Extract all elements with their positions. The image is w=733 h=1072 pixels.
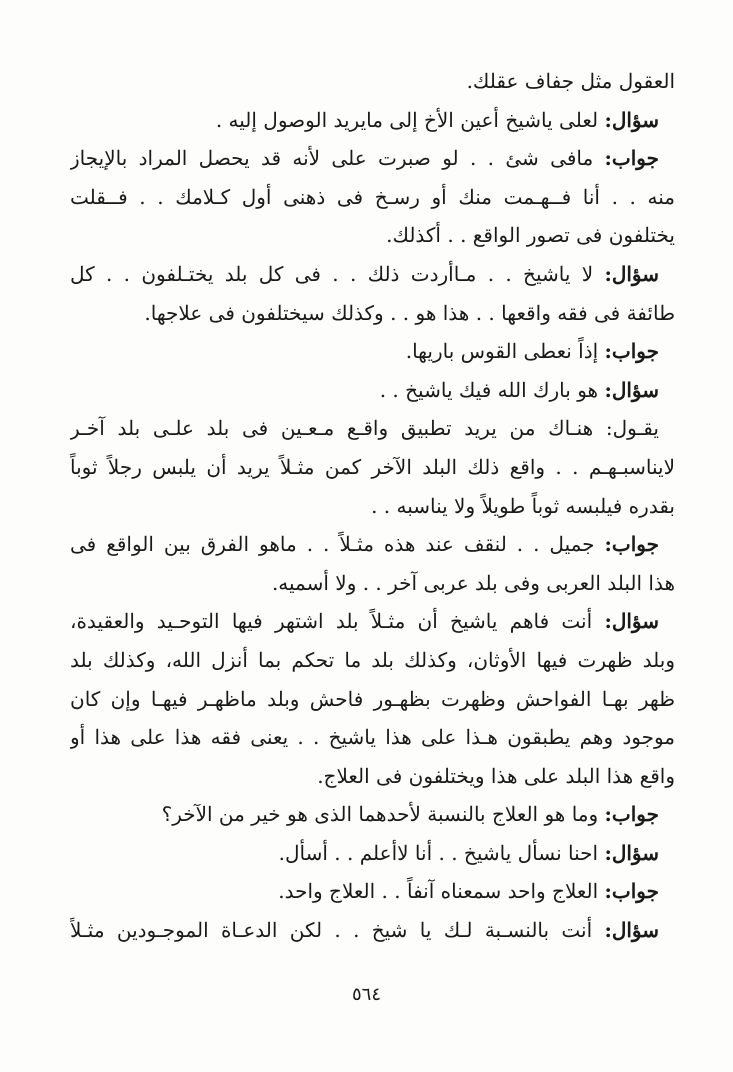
text-line: واقع هذا البلد على هذا ويختلفون فى العلاج. xyxy=(317,763,675,788)
text-line: يقـول: هنـاك من يريد تطبيق واقـع مـعـين فى بلد علـى بلد آخـر xyxy=(70,416,659,441)
text-line: سؤال: هو بارك الله فيك ياشيخ . . xyxy=(379,377,659,402)
text-line: سؤال: أنت فاهم ياشيخ أن مثـلاً بلد اشتهر فيها التوحـيد والعقيدة، xyxy=(70,609,659,634)
text-line: جواب: العلاج واحد سمعناه آنفاً . . العلاج واحد. xyxy=(278,879,659,904)
text-line: هذا البلد العربى وفى بلد عربى آخر . . ولا أسميه. xyxy=(271,570,675,595)
page-text xyxy=(70,62,675,950)
text-line: سؤال: لا ياشيخ . . مـاأردت ذلك . . فى كل بلد يختـلفون . . كل xyxy=(70,261,659,286)
text-line: يختلفون فى تصور الواقع . . أكذلك. xyxy=(386,223,675,248)
page-number: ٥٦٤ xyxy=(351,984,381,1005)
text-line: جواب: إذاً نعطى القوس باريها. xyxy=(405,339,659,364)
text-line: جواب: جميل . . لنقف عند هذه مثـلاً . . ماهو الفرق بين الواقع فى xyxy=(70,532,659,557)
text-line: سؤال: احنا نسأل ياشيخ . . أنا لاأعلم . . أسأل. xyxy=(278,840,659,865)
text-line: سؤال: لعلى ياشيخ أعين الأخ إلى مايريد الوصول إليه . xyxy=(215,107,659,132)
text-line: منه . . أنا فــهـمت منك أو رسـخ فى ذهنى أول كـلامك . . فــقلت xyxy=(70,184,675,209)
text-line: ظهر بهـا الفواحش وظهرت بظهـور فاحش وبلد ماظهـر فيهـا وإن كان xyxy=(70,686,675,711)
text-line: جواب: مافى شئ . . لو صبرت على لأنه قد يحصل المراد بالإيجاز xyxy=(70,146,659,171)
text-line: بقدره فيلبسه ثوباً طويلاً ولا يناسبه . . xyxy=(371,493,675,518)
text-line: موجود وهم يطبقون هـذا على هذا ياشيخ . . يعنى فقه هذا على هذا أو xyxy=(70,725,675,750)
text-line: وبلد ظهرت فيها الأوثان، وكذلك بلد ما تحكم بما أنزل الله، وكذلك بلد xyxy=(70,647,675,672)
text-line: طائفة فى فقه واقعها . . هذا هو . . وكذلك سيختلفون فى علاجها. xyxy=(144,300,675,325)
text-line: لايناسبـهـم . . واقع ذلك البلد الآخر كمن مثـلاً يريد أن يلبس رجلاً ثوباً xyxy=(70,454,675,479)
text-line: العقول مثل جفاف عقلك. xyxy=(466,69,675,93)
text-line: جواب: وما هو العلاج بالنسبة لأحدهما الذى هو خير من الآخر؟ xyxy=(161,802,659,827)
text-line: سؤال: أنت بالنسـبة لـك يا شيخ . . لكن الدعـاة الموجـودين مثـلاً xyxy=(70,918,660,943)
